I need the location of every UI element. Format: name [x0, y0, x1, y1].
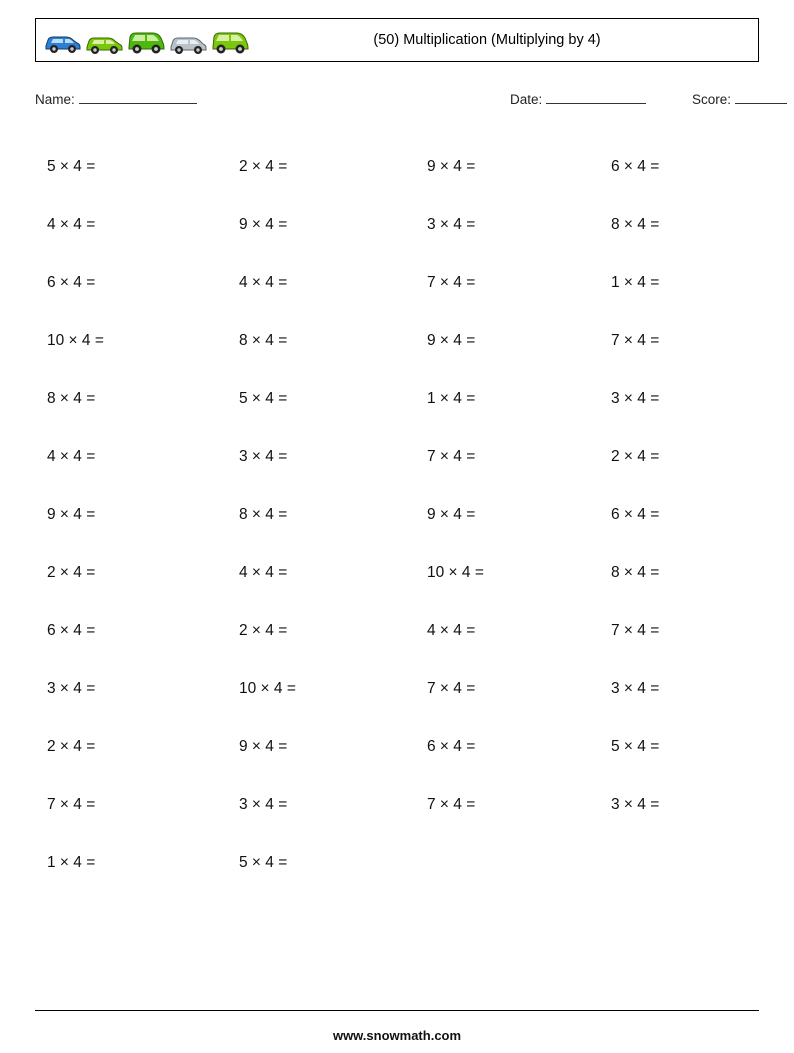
problem-item[interactable]: 6 × 4 =: [47, 274, 96, 291]
car-green-icon: [84, 29, 124, 55]
problem-item[interactable]: 5 × 4 =: [47, 158, 96, 175]
worksheet-title: (50) Multiplication (Multiplying by 4): [373, 32, 601, 48]
problem-item[interactable]: 7 × 4 =: [47, 796, 96, 813]
car-grey-icon: [168, 29, 208, 55]
problem-item[interactable]: 2 × 4 =: [239, 622, 288, 639]
name-label: Name:: [35, 92, 75, 107]
problem-item[interactable]: 2 × 4 =: [611, 448, 660, 465]
problem-item[interactable]: 3 × 4 =: [47, 680, 96, 697]
date-input[interactable]: [546, 92, 646, 104]
problem-item-empty: [397, 834, 578, 892]
problem-item[interactable]: 10 × 4 =: [427, 564, 484, 581]
score-label: Score:: [692, 92, 732, 107]
problem-item[interactable]: 3 × 4 =: [611, 390, 660, 407]
problem-item[interactable]: 2 × 4 =: [47, 738, 96, 755]
problem-item[interactable]: 4 × 4 =: [239, 564, 288, 581]
problem-item[interactable]: 6 × 4 =: [47, 622, 96, 639]
problem-item[interactable]: 6 × 4 =: [611, 506, 660, 523]
car-blue-icon: [42, 29, 82, 55]
problem-item[interactable]: 8 × 4 =: [239, 332, 288, 349]
problem-item[interactable]: 10 × 4 =: [47, 332, 104, 349]
problem-item[interactable]: 5 × 4 =: [239, 854, 288, 871]
problem-item[interactable]: 4 × 4 =: [47, 448, 96, 465]
problem-item[interactable]: 9 × 4 =: [427, 158, 476, 175]
problem-item[interactable]: 9 × 4 =: [427, 332, 476, 349]
score-field-group: [692, 92, 787, 107]
score-input[interactable]: [735, 92, 787, 104]
problem-item[interactable]: 4 × 4 =: [47, 216, 96, 233]
problem-item[interactable]: 3 × 4 =: [611, 680, 660, 697]
problem-item[interactable]: 1 × 4 =: [427, 390, 476, 407]
problem-item[interactable]: 3 × 4 =: [239, 796, 288, 813]
name-input[interactable]: [79, 92, 197, 104]
problem-item[interactable]: 3 × 4 =: [427, 216, 476, 233]
problem-item[interactable]: 7 × 4 =: [427, 796, 476, 813]
problem-item[interactable]: 5 × 4 =: [611, 738, 660, 755]
problem-item[interactable]: 3 × 4 =: [239, 448, 288, 465]
problem-item[interactable]: 1 × 4 =: [611, 274, 660, 291]
problem-item[interactable]: 9 × 4 =: [427, 506, 476, 523]
problem-item[interactable]: 9 × 4 =: [239, 738, 288, 755]
problem-item[interactable]: 1 × 4 =: [47, 854, 96, 871]
problem-item[interactable]: 2 × 4 =: [239, 158, 288, 175]
problem-item[interactable]: 3 × 4 =: [611, 796, 660, 813]
car-green-van-icon: [126, 27, 166, 55]
problem-item[interactable]: 7 × 4 =: [611, 622, 660, 639]
footer-divider: [35, 1010, 759, 1011]
problem-grid: [35, 138, 759, 892]
problem-item[interactable]: 7 × 4 =: [427, 448, 476, 465]
problem-item[interactable]: 4 × 4 =: [427, 622, 476, 639]
problem-item[interactable]: 6 × 4 =: [427, 738, 476, 755]
problem-item[interactable]: 7 × 4 =: [427, 680, 476, 697]
car-green-suv-icon: [210, 27, 250, 55]
problem-item[interactable]: 6 × 4 =: [611, 158, 660, 175]
meta-row: [35, 92, 759, 112]
problem-item[interactable]: 8 × 4 =: [611, 564, 660, 581]
problem-item[interactable]: 7 × 4 =: [427, 274, 476, 291]
problem-item[interactable]: 10 × 4 =: [239, 680, 296, 697]
header-box: [35, 18, 759, 62]
problem-item[interactable]: 8 × 4 =: [611, 216, 660, 233]
car-icon-strip: [36, 25, 250, 55]
problem-item[interactable]: 4 × 4 =: [239, 274, 288, 291]
problem-item[interactable]: 8 × 4 =: [47, 390, 96, 407]
date-field-group: [510, 92, 646, 107]
problem-item[interactable]: 9 × 4 =: [239, 216, 288, 233]
footer-site-url: www.snowmath.com: [332, 1028, 462, 1043]
problem-item[interactable]: 9 × 4 =: [47, 506, 96, 523]
problem-item[interactable]: 2 × 4 =: [47, 564, 96, 581]
problem-item[interactable]: 5 × 4 =: [239, 390, 288, 407]
problem-item-empty: [578, 834, 759, 892]
problem-item[interactable]: 8 × 4 =: [239, 506, 288, 523]
name-field-group: [35, 92, 197, 107]
problem-item[interactable]: 7 × 4 =: [611, 332, 660, 349]
date-label: Date:: [510, 92, 543, 107]
